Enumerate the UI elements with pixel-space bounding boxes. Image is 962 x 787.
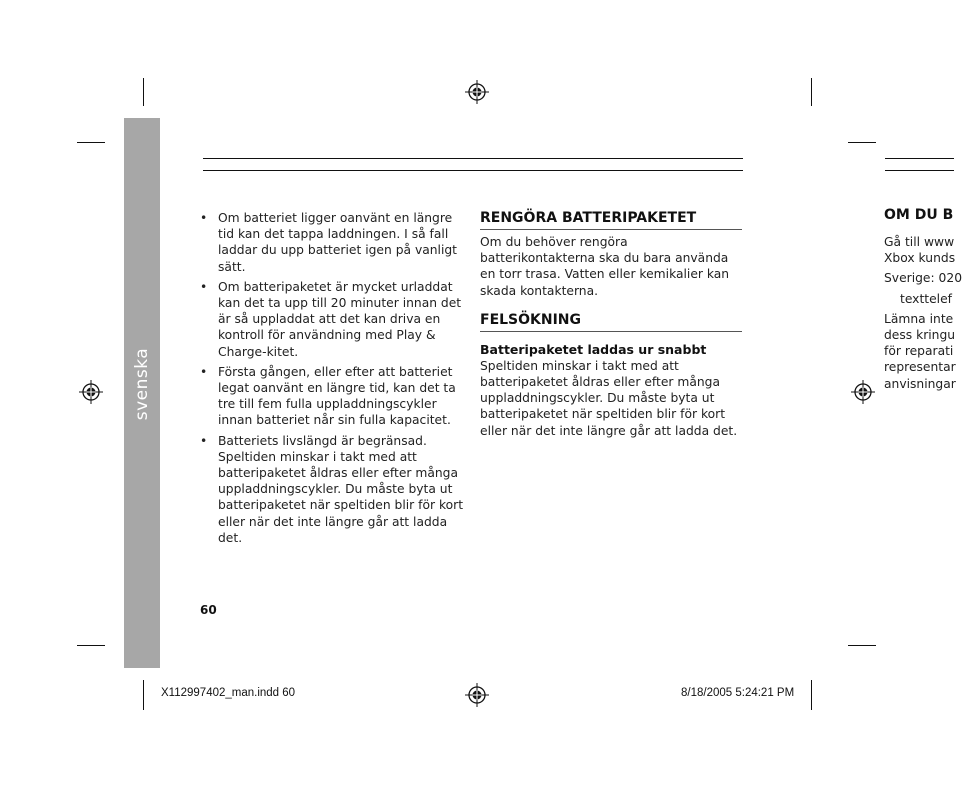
header-rule [203,158,743,159]
partial-line: Lämna inte [884,311,954,326]
header-rule [885,170,954,171]
crop-mark [77,142,105,143]
section-subheading: Batteripaketet laddas ur snabbt [480,341,707,357]
crop-mark [143,78,144,106]
bullet-icon: • [200,433,208,448]
crop-mark [811,680,812,710]
partial-line: dess kringu [884,328,956,343]
crop-mark [77,645,105,646]
bullet-icon: • [200,211,208,225]
left-column [200,210,468,550]
footer-timestamp: 8/18/2005 5:24:21 PM [681,687,795,699]
header-rule [885,158,954,159]
bullet-icon: • [200,364,208,379]
language-tab-label: svenska [132,347,152,421]
crop-mark [143,680,144,710]
partial-line: representar [884,360,956,375]
list-item [200,364,468,429]
section-text-clean: Om du behöver rengöra batterikontakterna ska du bara använda en torr trasa. Vatten eller kemikalier kan skada kontakterna. [480,235,730,298]
section-heading-partial: OM DU B [884,207,954,223]
crop-mark [811,78,812,106]
crop-mark [848,645,876,646]
registration-mark-icon [465,683,489,707]
bullet-text: Batteriets livslängd är begränsad. Speltiden minskar i takt med att batteripaketet åldras eller efter många uppladdningscykler. Du måste byta ut batteripaketet när speltiden blir för kort eller när det inte längre går att ladda det. [218,433,464,545]
bullet-text: Om batteripaketet är mycket urladdat kan det ta upp till 20 minuter innan det är så uppladdat att det kan driva en kontroll för användning med Play & Charge-kitet. [218,279,462,359]
registration-mark-icon [851,380,875,404]
partial-line: Gå till www [884,235,955,249]
registration-mark-icon [465,80,489,104]
partial-line: Xbox kunds [884,251,956,266]
partial-line: Sverige: 020 [884,271,962,286]
bullet-list [200,210,468,546]
bullet-icon: • [200,279,208,294]
header-rule [203,170,743,171]
partial-line: för reparati [884,344,954,359]
list-item [200,433,468,546]
partial-line: anvisningar [884,376,956,391]
list-item [200,210,468,275]
footer-file-info: X112997402_man.indd 60 [161,687,296,699]
bullet-text: Om batteriet ligger oanvänt en längre tid kan det tappa laddningen. I så fall laddar du upp batteriet igen på vanligt sätt. [218,211,458,274]
right-column-partial [884,206,962,392]
bullet-text: Första gången, eller efter att batteriet legat oanvänt en längre tid, kan det ta tre till fem fulla uppladdningscykler innan batteriet når sin fulla kapacitet. [218,364,456,428]
page-number: 60 [200,603,217,617]
registration-mark-icon [79,380,103,404]
section-text-troubleshooting: Speltiden minskar i takt med att batteripaketet åldras eller efter många uppladdningscykler. Du måste byta ut batteripaketet när speltiden blir för kort eller när det inte längre går att ladda det. [480,358,738,438]
list-item [200,279,468,360]
section-heading-troubleshooting: FELSÖKNING [480,311,742,332]
section-heading-clean: RENGÖRA BATTERIPAKETET [480,209,742,230]
crop-mark [848,142,876,143]
middle-column [480,209,742,439]
partial-line: texttelef [900,291,952,306]
